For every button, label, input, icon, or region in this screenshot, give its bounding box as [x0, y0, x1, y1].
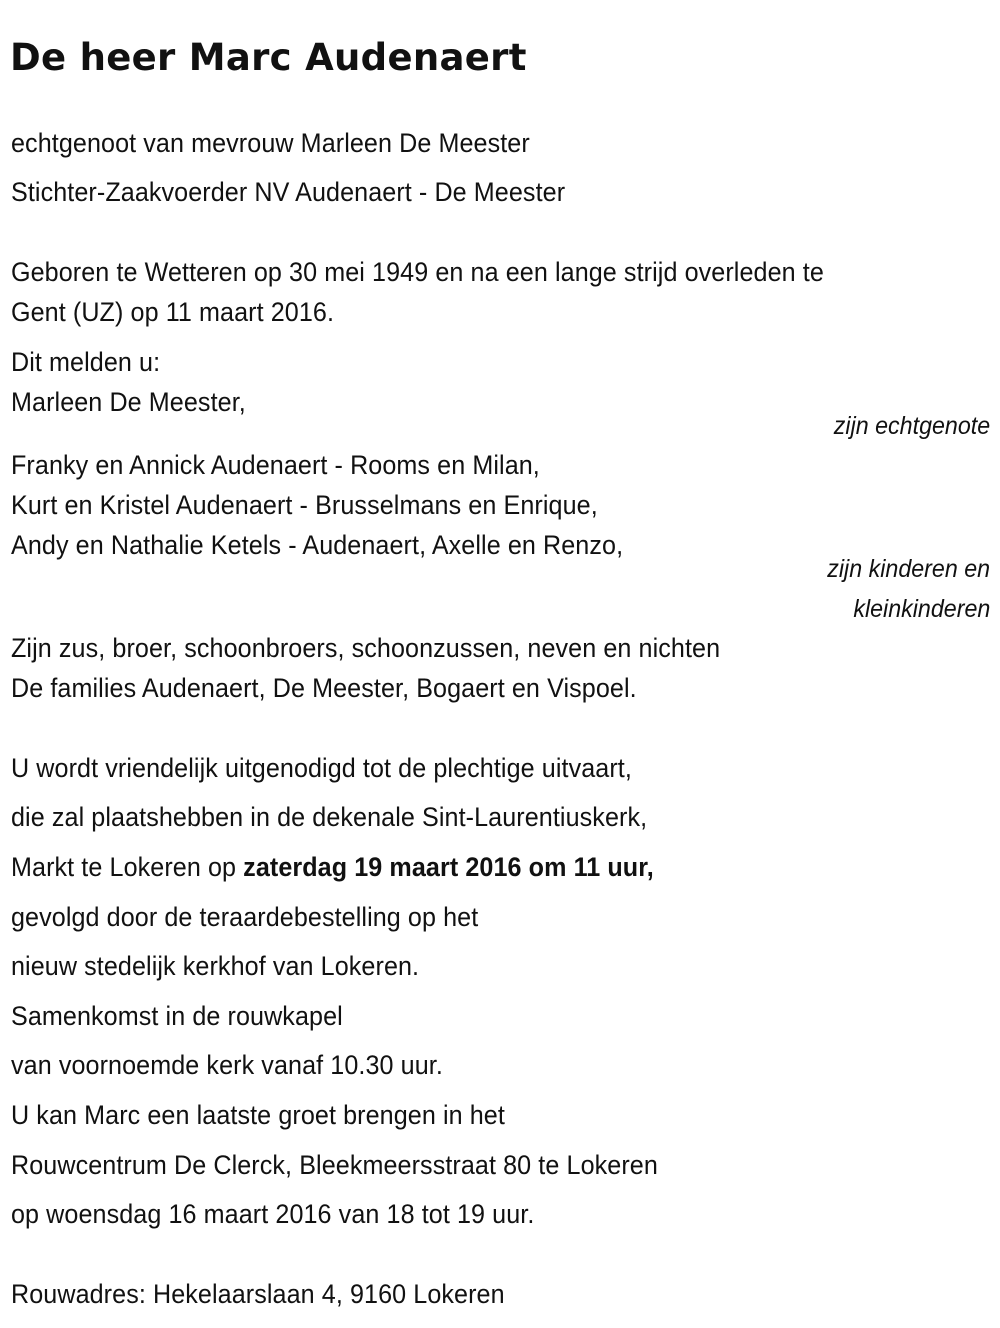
funeral-line-8: U kan Marc een laatste groet brengen in het: [11, 1100, 505, 1130]
spouse-name: Marleen De Meester,: [11, 387, 246, 417]
child-line: Kurt en Kristel Audenaert - Brusselmans en Enrique,: [11, 490, 598, 520]
family-line: De families Audenaert, De Meester, Bogaert en Vispoel.: [11, 673, 637, 703]
funeral-line-5: nieuw stedelijk kerkhof van Lokeren.: [11, 951, 420, 981]
birth-death-line-1: Geboren te Wetteren op 30 mei 1949 en na een lange strijd overleden te: [11, 257, 824, 287]
funeral-line-10: op woensdag 16 maart 2016 van 18 tot 19 uur.: [11, 1199, 535, 1229]
funeral-line-9: Rouwcentrum De Clerck, Bleekmeersstraat 80 te Lokeren: [11, 1150, 658, 1180]
spouse-role: zijn echtgenote: [833, 412, 990, 440]
funeral-line-6: Samenkomst in de rouwkapel: [11, 1001, 343, 1031]
children-role-line-2: kleinkinderen: [852, 595, 990, 623]
funeral-date-time: zaterdag 19 maart 2016 om 11 uur,: [243, 852, 654, 882]
birth-death-line-2: Gent (UZ) op 11 maart 2016.: [11, 297, 335, 327]
child-line: Andy en Nathalie Ketels - Audenaert, Axelle en Renzo,: [11, 530, 624, 560]
funeral-line-4: gevolgd door de teraardebestelling op het: [11, 902, 479, 932]
child-line: Franky en Annick Audenaert - Rooms en Milan,: [11, 450, 540, 480]
funeral-line-3: [11, 852, 654, 882]
children-role-line-1: zijn kinderen en: [827, 555, 990, 583]
funeral-line-7: van voornoemde kerk vanaf 10.30 uur.: [11, 1050, 443, 1080]
funeral-line-3-prefix: Markt te Lokeren op: [11, 852, 244, 882]
page-title: De heer Marc Audenaert: [10, 36, 527, 79]
funeral-line-2: die zal plaatshebben in de dekenale Sint-Laurentiuskerk,: [11, 802, 648, 832]
announcement-intro: Dit melden u:: [11, 347, 161, 377]
family-line: Zijn zus, broer, schoonbroers, schoonzussen, neven en nichten: [11, 633, 721, 663]
mourning-address: Rouwadres: Hekelaarslaan 4, 9160 Lokeren: [11, 1279, 505, 1309]
spouse-line: echtgenoot van mevrouw Marleen De Meester: [11, 128, 530, 158]
occupation-line: Stichter-Zaakvoerder NV Audenaert - De Meester: [11, 177, 566, 207]
funeral-line-1: U wordt vriendelijk uitgenodigd tot de plechtige uitvaart,: [11, 753, 632, 783]
